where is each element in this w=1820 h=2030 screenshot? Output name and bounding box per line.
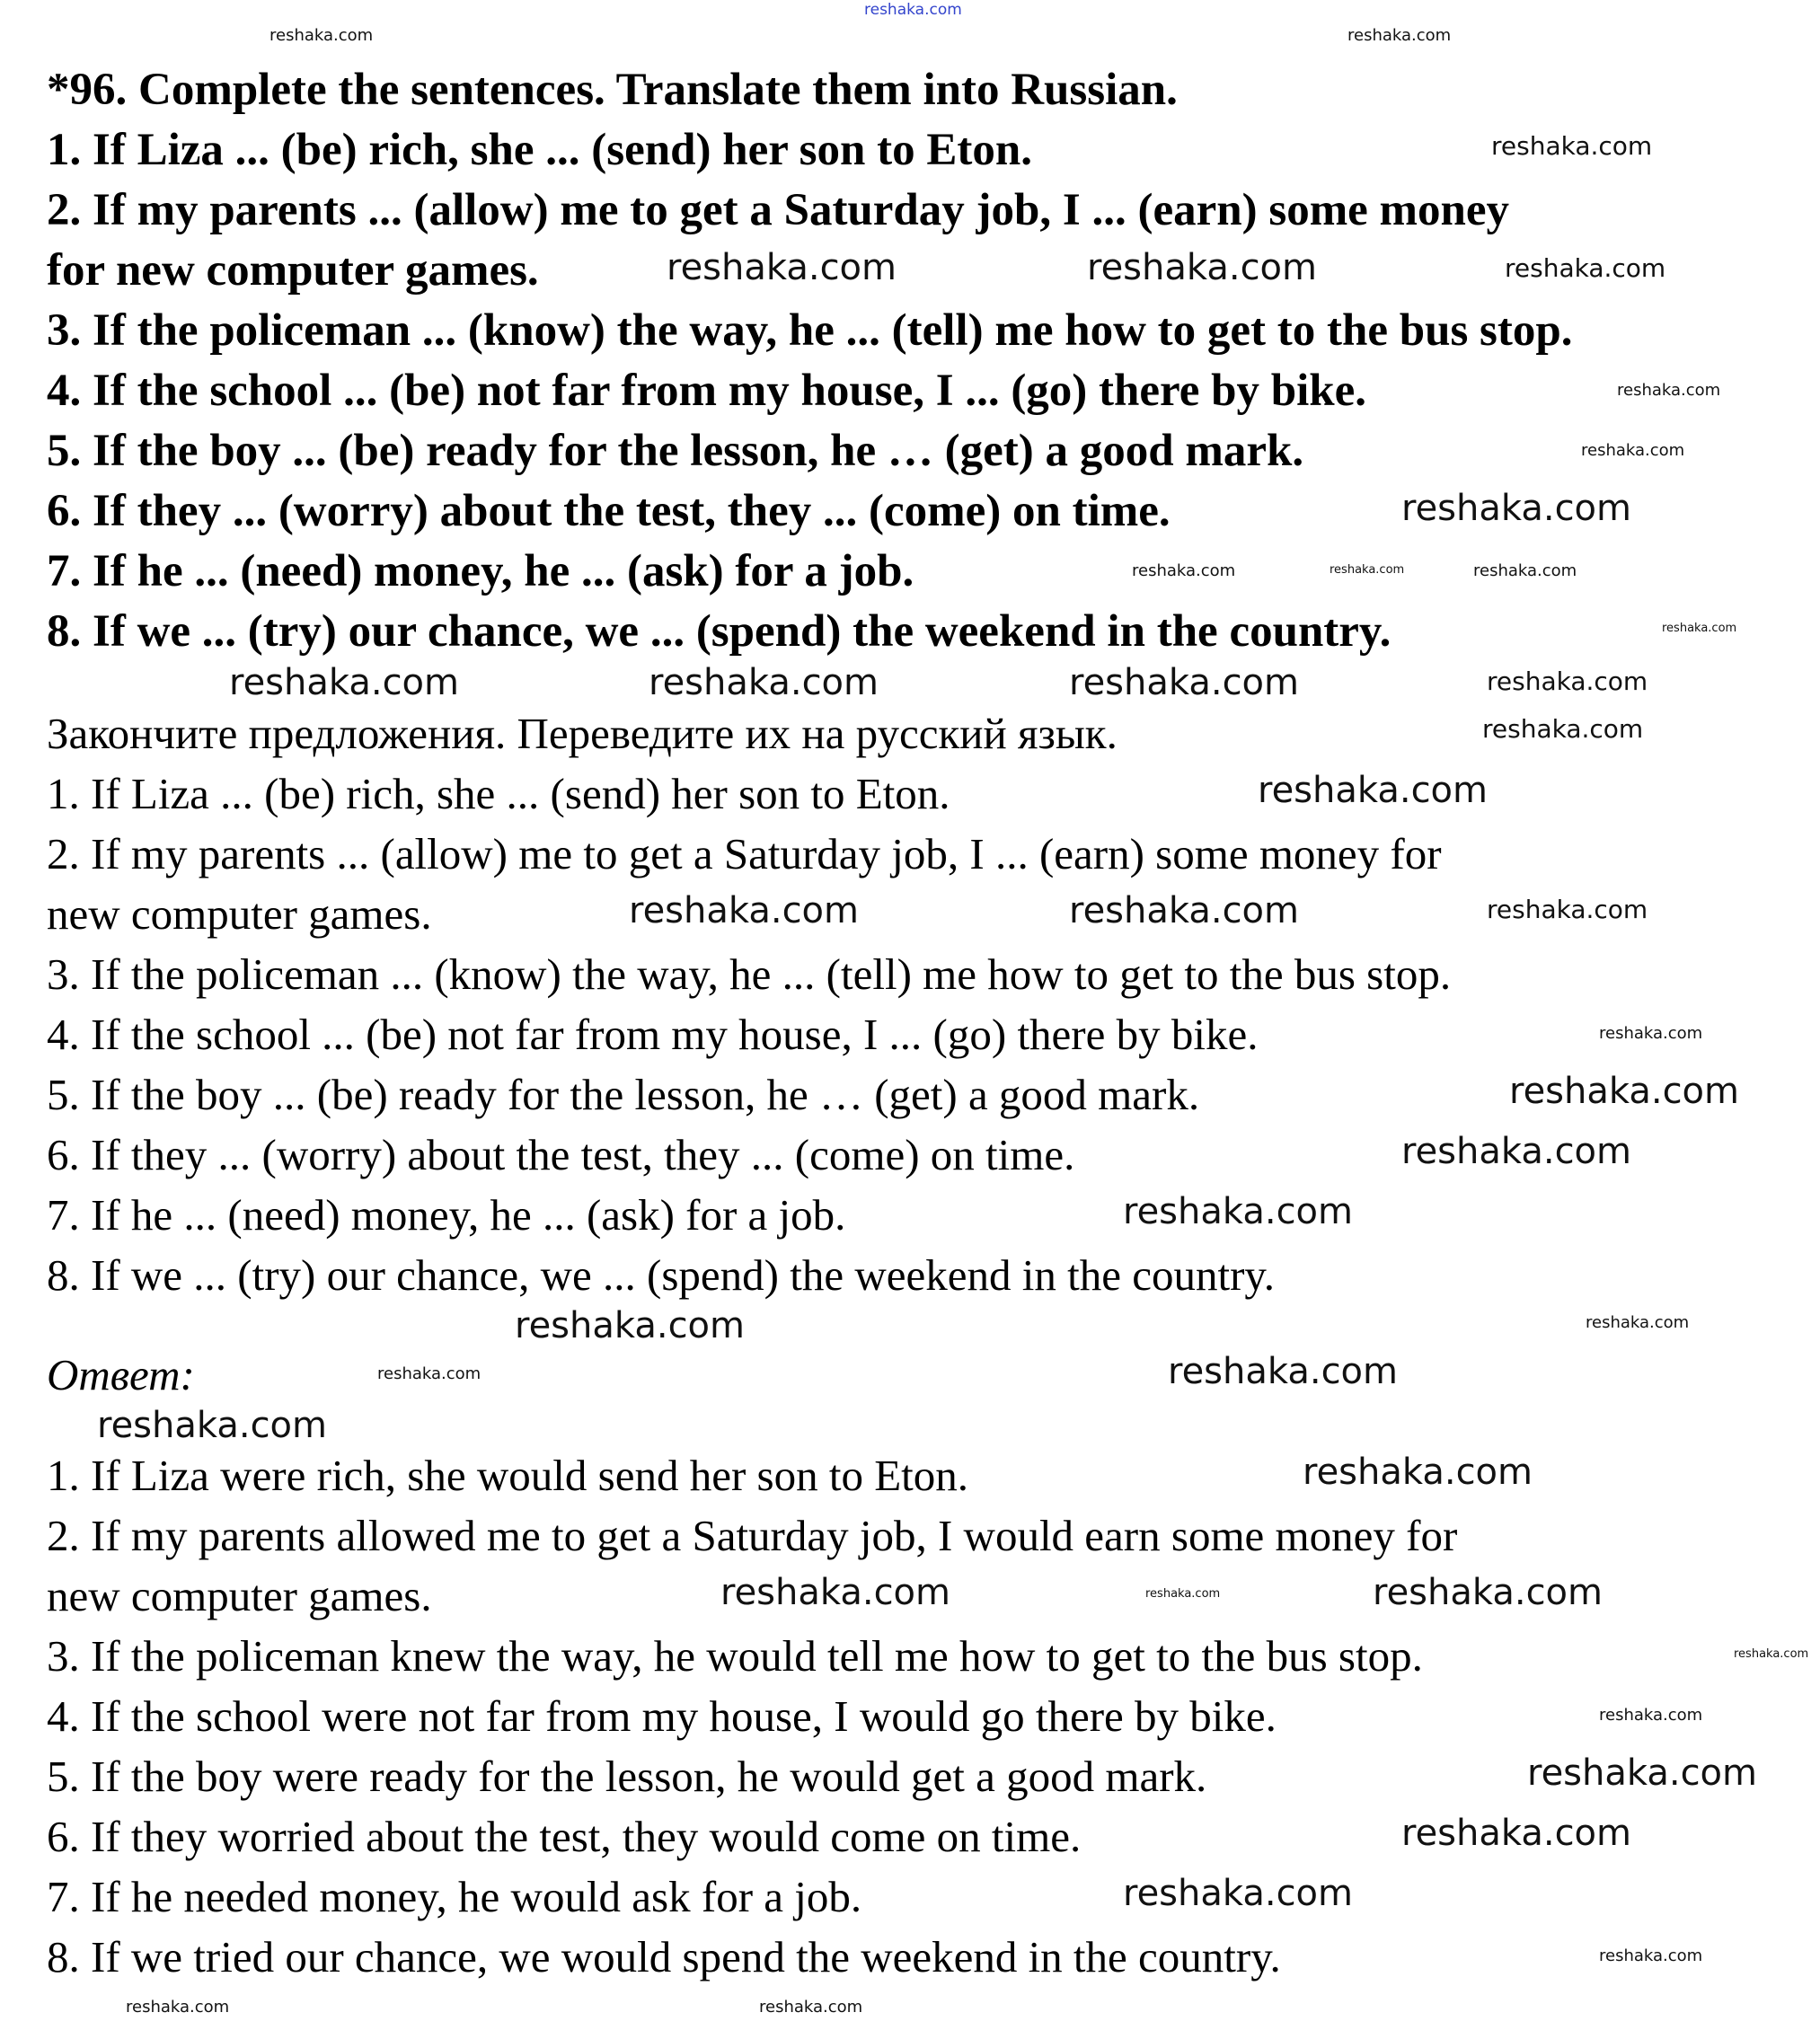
watermark: reshaka.com (1491, 131, 1653, 161)
answer-line: 1. If Liza were rich, she would send her son to Eton. (47, 1451, 968, 1500)
answer-label: Ответ: (47, 1350, 195, 1399)
watermark: reshaka.com (1599, 1024, 1703, 1043)
translation-line: 3. If the policeman ... (know) the way, he ... (tell) me how to get to the bus stop. (47, 949, 1452, 999)
exercise-line: 7. If he ... (need) money, he ... (ask) for a job. (47, 546, 914, 596)
exercise-line: 3. If the policeman ... (know) the way, he ... (tell) me how to get to the bus stop. (47, 305, 1573, 356)
translation-line: 2. If my parents ... (allow) me to get a Saturday job, I ... (earn) some money for (47, 829, 1442, 878)
answer-line: new computer games. (47, 1571, 432, 1620)
answer-line: 7. If he needed money, he would ask for a job. (47, 1872, 862, 1921)
translation-line: new computer games. (47, 889, 432, 939)
answer-line: 5. If the boy were ready for the lesson, he would get a good mark. (47, 1752, 1207, 1801)
watermark: reshaka.com (1330, 563, 1405, 577)
watermark: reshaka.com (1505, 253, 1666, 283)
watermark: reshaka.com (269, 26, 374, 45)
watermark-top-link[interactable]: reshaka.com (864, 1, 962, 19)
answer-line: 3. If the policeman knew the way, he would tell me how to get to the bus stop. (47, 1631, 1423, 1681)
exercise-line: for new computer games. (47, 245, 539, 296)
watermark: reshaka.com (1581, 441, 1685, 460)
translation-line: 4. If the school ... (be) not far from my house, I ... (go) there by bike. (47, 1010, 1259, 1059)
exercise-title: *96. Complete the sentences. Translate them into Russian. (47, 65, 1178, 115)
watermark: reshaka.com (1487, 895, 1648, 924)
translation-line: 1. If Liza ... (be) rich, she ... (send) her son to Eton. (47, 769, 950, 818)
translation-line: 8. If we ... (try) our chance, we ... (spend) the weekend in the country. (47, 1250, 1275, 1300)
exercise-line: 8. If we ... (try) our chance, we ... (spend) the weekend in the country. (47, 606, 1392, 657)
watermark: reshaka.com (1617, 381, 1721, 400)
watermark: reshaka.com (1303, 1452, 1533, 1493)
translation-line: 6. If they ... (worry) about the test, they ... (come) on time. (47, 1130, 1075, 1179)
exercise-line: 2. If my parents ... (allow) me to get a Saturday job, I ... (earn) some money (47, 185, 1510, 235)
watermark: reshaka.com (649, 662, 879, 703)
watermark: reshaka.com (667, 247, 897, 288)
watermark: reshaka.com (1487, 666, 1648, 696)
watermark: reshaka.com (1527, 1752, 1757, 1794)
watermark: reshaka.com (377, 1364, 482, 1383)
watermark: reshaka.com (1473, 561, 1577, 580)
watermark: reshaka.com (1168, 1351, 1398, 1392)
watermark: reshaka.com (1586, 1313, 1690, 1332)
translation-line: 5. If the boy ... (be) ready for the lesson, he … (get) a good mark. (47, 1070, 1200, 1119)
answer-line: 6. If they worried about the test, they would come on time. (47, 1812, 1082, 1861)
watermark: reshaka.com (1069, 662, 1299, 703)
watermark: reshaka.com (229, 662, 459, 703)
watermark: reshaka.com (1347, 26, 1452, 45)
watermark: reshaka.com (1662, 622, 1737, 635)
watermark: reshaka.com (1123, 1191, 1353, 1232)
watermark: reshaka.com (1373, 1572, 1603, 1613)
watermark: reshaka.com (1599, 1946, 1703, 1965)
watermark: reshaka.com (1401, 488, 1631, 529)
exercise-line: 5. If the boy ... (be) ready for the lesson, he … (get) a good mark. (47, 426, 1304, 476)
watermark: reshaka.com (1509, 1071, 1739, 1112)
watermark: reshaka.com (629, 890, 859, 931)
watermark: reshaka.com (759, 1998, 863, 2017)
answer-line: 2. If my parents allowed me to get a Saturday job, I would earn some money for (47, 1511, 1458, 1560)
watermark: reshaka.com (1132, 561, 1236, 580)
answer-line: 4. If the school were not far from my house, I would go there by bike. (47, 1691, 1277, 1741)
watermark: reshaka.com (97, 1405, 327, 1446)
watermark: reshaka.com (1145, 1587, 1221, 1601)
watermark: reshaka.com (515, 1305, 745, 1346)
watermark: reshaka.com (1734, 1647, 1809, 1661)
watermark: reshaka.com (1599, 1706, 1703, 1725)
watermark: reshaka.com (720, 1572, 950, 1613)
watermark: reshaka.com (1401, 1131, 1631, 1172)
exercise-line: 6. If they ... (worry) about the test, they ... (come) on time. (47, 486, 1171, 536)
watermark: reshaka.com (1401, 1813, 1631, 1854)
watermark: reshaka.com (1258, 770, 1488, 811)
exercise-line: 4. If the school ... (be) not far from my house, I ... (go) there by bike. (47, 366, 1367, 416)
watermark: reshaka.com (1069, 890, 1299, 931)
translation-title: Закончите предложения. Переведите их на русский язык. (47, 709, 1118, 758)
watermark: reshaka.com (1482, 714, 1644, 744)
exercise-line: 1. If Liza ... (be) rich, she ... (send) her son to Eton. (47, 125, 1032, 175)
answer-line: 8. If we tried our chance, we would spend the weekend in the country. (47, 1932, 1281, 1981)
watermark: reshaka.com (1123, 1873, 1353, 1914)
watermark: reshaka.com (1087, 247, 1317, 288)
translation-line: 7. If he ... (need) money, he ... (ask) for a job. (47, 1190, 846, 1240)
watermark: reshaka.com (126, 1998, 230, 2017)
